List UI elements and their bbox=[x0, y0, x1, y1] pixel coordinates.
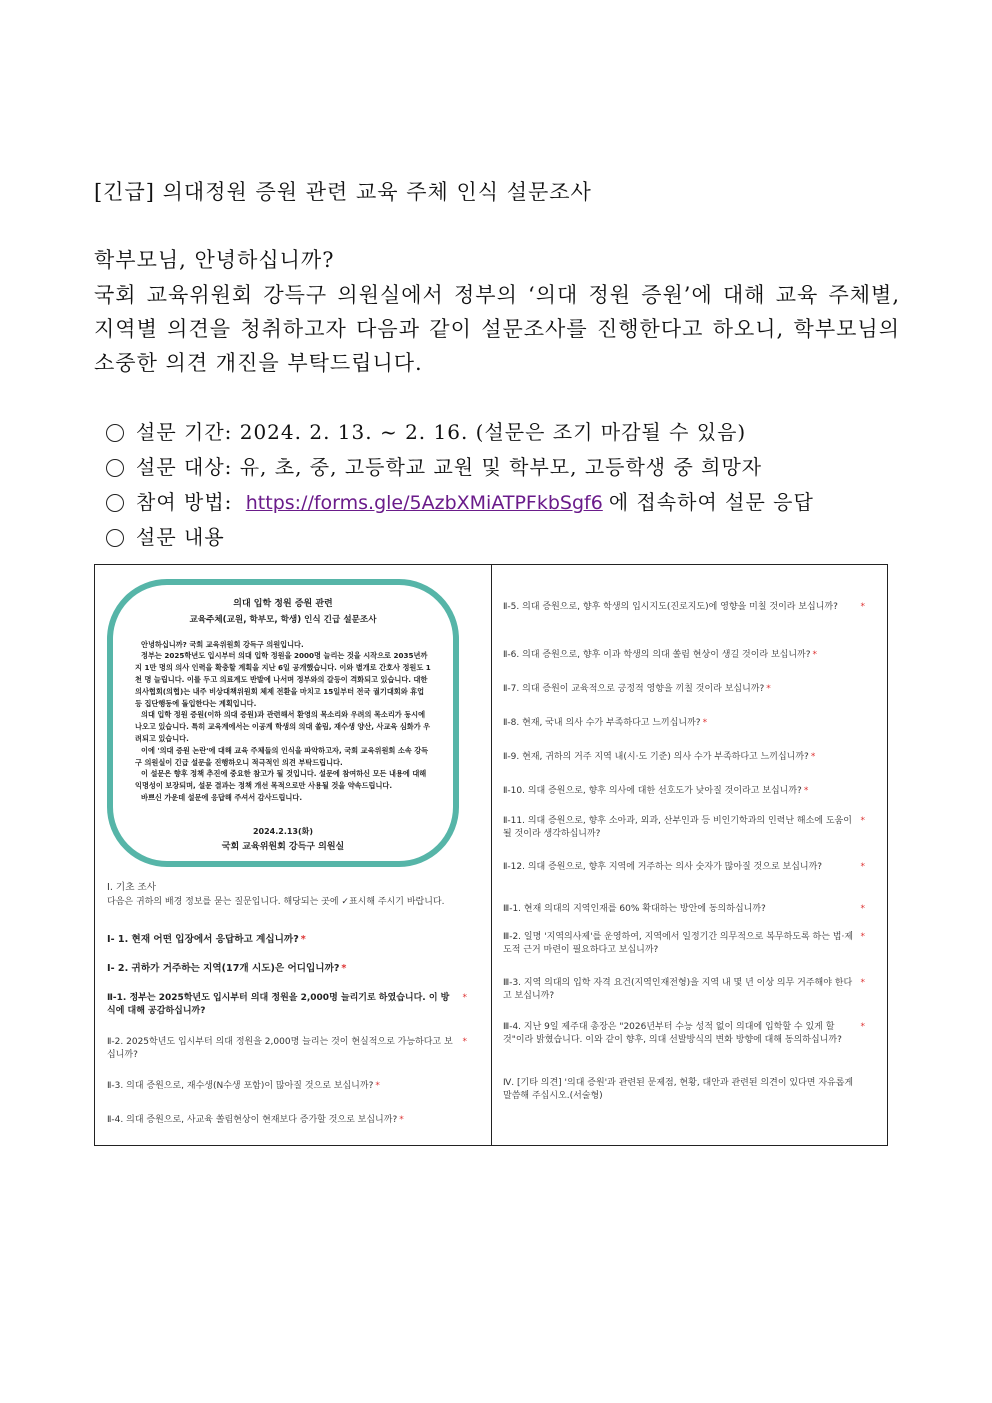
question-text: Ⅲ-4. 지난 9일 제주대 총장은 "2026년부터 수능 성적 없이 의대에 입학할 수 있게 할 것"이라 밝혔습니다. 이와 같이 향후, 의대 선발방식의 변화 방향에 대해 동의하십니까? bbox=[503, 1022, 842, 1045]
required-mark: * bbox=[812, 650, 817, 660]
survey-method-suffix: 에 접속하여 설문 응답 bbox=[608, 490, 814, 514]
notice-title: 의대 입학 정원 증원 관련 bbox=[233, 599, 333, 609]
survey-period bbox=[106, 418, 814, 453]
intro-paragraph: 국회 교육위원회 강득구 의원실에서 정부의 ‘의대 정원 증원’에 대해 교육 주체별, 지역별 의견을 청취하고자 다음과 같이 설문조사를 진행한다고 하오니, 학부모님의 소중한 의견 개진을 부탁드립니다. bbox=[94, 283, 900, 375]
required-mark: * bbox=[462, 993, 467, 1003]
required-mark: * bbox=[399, 1115, 404, 1125]
question-2-10[interactable] bbox=[503, 785, 863, 798]
required-mark: * bbox=[860, 862, 865, 872]
question-3-2[interactable] bbox=[503, 931, 865, 957]
required-mark: * bbox=[702, 718, 708, 728]
question-text: Ⅰ- 1. 현재 어떤 입장에서 응답하고 계십니까? bbox=[107, 934, 299, 945]
required-mark: * bbox=[860, 978, 865, 988]
required-mark: * bbox=[810, 752, 816, 762]
required-mark: * bbox=[462, 1037, 467, 1047]
question-text: Ⅱ-11. 의대 증원으로, 향후 소아과, 외과, 산부인과 등 비인기학과의 인력난 해소에 도움이 될 것이라 생각하십니까? bbox=[503, 816, 852, 839]
notice-body bbox=[113, 627, 453, 804]
question-2-11[interactable] bbox=[503, 815, 865, 841]
required-mark: * bbox=[860, 602, 865, 612]
question-text: Ⅰ- 2. 귀하가 거주하는 지역(17개 시도)은 어디입니까? bbox=[107, 963, 340, 974]
question-text: Ⅱ-7. 의대 증원이 교육적으로 긍정적 영향을 끼칠 것이라 보십니까? bbox=[503, 684, 765, 694]
question-text: Ⅱ-8. 현재, 국내 의사 수가 부족하다고 느끼십니까? bbox=[503, 718, 701, 728]
notice-paragraph: 이에 '의대 증원 논란'에 대해 교육 주체들의 인식을 파악하고자, 국회 교육위원회 소속 강득구 의원실이 긴급 설문을 진행하오니 적극적인 의견 부탁드립니다. bbox=[135, 745, 429, 767]
question-text: Ⅱ-2. 2025학년도 입시부터 의대 정원을 2,000명 늘리는 것이 현실적으로 가능하다고 보십니까? bbox=[107, 1037, 453, 1060]
notice-paragraph: 정부는 2025학년도 입시부터 의대 입학 정원을 2000명 늘리는 것을 시작으로 2035년까지 1만 명의 의사 인력을 확충할 계획을 지난 6일 공개했습니다. 이와 별개로 간호사 정원도 1천 명 늘립니다. 이를 두고 의료계도 반발에 나서며 정부와의 갈등이 격화되고 있습니다. 대한의사협회(의협)는 내주 비상대책위원회 체제 전환을 마치고 15일부터 전국 궐기대회와 휴업 등 집단행동에 돌입한다는 계획입니다. bbox=[135, 651, 431, 708]
survey-target-text: 설문 대상: 유, 초, 중, 고등학교 교원 및 학부모, 고등학생 중 희망자 bbox=[136, 455, 763, 479]
question-text: Ⅲ-2. 일명 '지역의사제'를 운영하여, 지역에서 일정기간 의무적으로 복무하도록 하는 법·제도적 근거 마련이 필요하다고 보십니까? bbox=[503, 932, 854, 955]
notice-subtitle: 교육주체(교원, 학부모, 학생) 인식 긴급 설문조사 bbox=[189, 614, 377, 625]
question-2-6[interactable] bbox=[503, 649, 863, 662]
notice-paragraph: 바쁘신 가운데 설문에 응답해 주셔서 감사드립니다. bbox=[141, 792, 303, 802]
notice-paragraph: 의대 입학 정원 증원(이하 의대 증원)과 관련해서 환영의 목소리와 우려의 목소리가 동시에 나오고 있습니다. 특히 교육계에서는 이공계 학생의 의대 쏠림, 재수생 양산, 사교육 심화가 우려되고 있습니다. bbox=[135, 710, 431, 743]
circle-bullet-icon bbox=[106, 494, 124, 512]
survey-period-text: 설문 기간: 2024. 2. 13. ~ 2. 16. (설문은 조기 마감될 수 있음) bbox=[136, 420, 747, 444]
question-1-1[interactable] bbox=[107, 933, 467, 946]
question-text: Ⅱ-4. 의대 증원으로, 사교육 쏠림현상이 현재보다 증가할 것으로 보십니까? bbox=[107, 1115, 398, 1125]
question-2-7[interactable] bbox=[503, 683, 863, 696]
required-mark: * bbox=[766, 684, 771, 694]
notice-date: 2024.2.13(화) bbox=[252, 826, 314, 836]
question-3-4[interactable] bbox=[503, 1021, 865, 1047]
question-2-12[interactable] bbox=[503, 861, 865, 874]
required-mark: * bbox=[860, 904, 865, 914]
question-text: Ⅲ-1. 현재 의대의 지역인재를 60% 확대하는 방안에 동의하십니까? bbox=[503, 904, 766, 914]
question-text: Ⅱ-3. 의대 증원으로, 재수생(N수생 포함)이 많아질 것으로 보십니까? bbox=[107, 1081, 374, 1091]
question-2-1[interactable] bbox=[107, 992, 467, 1018]
page-title: [긴급] 의대정원 증원 관련 교육 주체 인식 설문조사 bbox=[94, 180, 592, 204]
question-3-3[interactable] bbox=[503, 977, 865, 1003]
survey-target bbox=[106, 453, 814, 488]
column-divider bbox=[491, 565, 492, 1145]
greeting: 학부모님, 안녕하십니까? bbox=[94, 248, 335, 272]
survey-notice-panel bbox=[107, 579, 459, 867]
survey-content bbox=[106, 523, 814, 558]
required-mark: * bbox=[803, 786, 809, 796]
question-1-2[interactable] bbox=[107, 962, 467, 975]
circle-bullet-icon bbox=[106, 529, 124, 547]
survey-form-link[interactable]: https://forms.gle/5AzbXMiATPFkbSgf6 bbox=[245, 492, 603, 514]
required-mark: * bbox=[341, 963, 347, 974]
question-2-5[interactable] bbox=[503, 601, 865, 614]
question-text: Ⅱ-10. 의대 증원으로, 향후 의사에 대한 선호도가 낮아질 것이라고 보십니까? bbox=[503, 786, 802, 796]
circle-bullet-icon bbox=[106, 459, 124, 477]
question-4[interactable] bbox=[503, 1077, 863, 1103]
question-text: Ⅱ-5. 의대 증원으로, 향후 학생의 입시지도(진로지도)에 영향을 미칠 것이라 보십니까? bbox=[503, 602, 838, 612]
required-mark: * bbox=[300, 934, 306, 945]
question-text: Ⅱ-9. 현재, 귀하의 거주 지역 내(시·도 기준) 의사 수가 부족하다고 느끼십니까? bbox=[503, 752, 809, 762]
basic-section-title: Ⅰ. 기초 조사 bbox=[107, 882, 157, 893]
question-text: Ⅱ-1. 정부는 2025학년도 입시부터 의대 정원을 2,000명 늘리기로 하였습니다. 이 방식에 대해 공감하십니까? bbox=[107, 993, 450, 1016]
question-2-4[interactable] bbox=[107, 1114, 467, 1127]
notice-paragraph: 안녕하십니까? 국회 교육위원회 강득구 의원입니다. bbox=[141, 639, 304, 649]
notice-signature: 국회 교육위원회 강득구 의원실 bbox=[221, 841, 345, 852]
survey-method bbox=[106, 488, 814, 523]
circle-bullet-icon bbox=[106, 424, 124, 442]
required-mark: * bbox=[860, 932, 865, 942]
basic-section-desc: 다음은 귀하의 배경 정보를 묻는 질문입니다. 해당되는 곳에 ✓표시해 주시기 바랍니다. bbox=[107, 897, 445, 907]
question-text: Ⅳ. [기타 의견] '의대 증원'과 관련된 문제점, 현황, 대안과 관련된 의견이 있다면 자유롭게 말씀해 주십시오.(서술형) bbox=[503, 1078, 854, 1101]
notice-paragraph: 이 설문은 향후 정책 추진에 중요한 참고가 될 것입니다. 설문에 참여하신 모든 내용에 대해 익명성이 보장되며, 설문 결과는 정책 개선 목적으로만 사용될 것을 약속드립니다. bbox=[135, 769, 427, 791]
question-2-2[interactable] bbox=[107, 1036, 467, 1062]
question-text: Ⅲ-3. 지역 의대의 입학 자격 요건(지역인재전형)을 지역 내 몇 년 이상 의무 거주해야 한다고 보십니까? bbox=[503, 978, 853, 1001]
required-mark: * bbox=[860, 1022, 865, 1032]
question-2-8[interactable] bbox=[503, 717, 863, 730]
question-2-3[interactable] bbox=[107, 1080, 467, 1093]
survey-method-prefix: 참여 방법: bbox=[136, 490, 233, 514]
question-3-1[interactable] bbox=[503, 903, 865, 916]
survey-content-text: 설문 내용 bbox=[136, 525, 225, 549]
question-2-9[interactable] bbox=[503, 751, 863, 764]
survey-info-list bbox=[106, 418, 814, 558]
question-text: Ⅱ-6. 의대 증원으로, 향후 이과 학생의 의대 쏠림 현상이 생길 것이라 보십니까? bbox=[503, 650, 811, 660]
required-mark: * bbox=[860, 816, 865, 826]
basic-section bbox=[107, 881, 467, 909]
required-mark: * bbox=[375, 1081, 380, 1091]
survey-preview-box bbox=[94, 564, 888, 1146]
question-text: Ⅱ-12. 의대 증원으로, 향후 지역에 거주하는 의사 숫자가 많아질 것으로 보십니까? bbox=[503, 862, 823, 872]
